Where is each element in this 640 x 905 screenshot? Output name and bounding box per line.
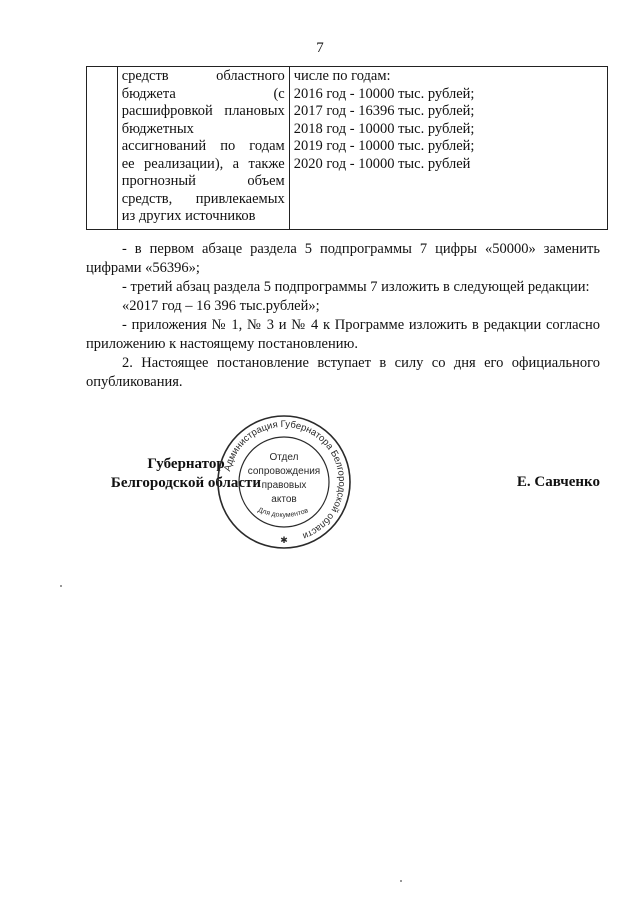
passport-table-continuation: [86, 66, 608, 230]
values-cell-line: 2020 год - 10000 тыс. рублей: [293, 155, 471, 172]
stamp-ring-text: Администрация Губернатора Белгородской области: [222, 418, 348, 542]
signatory-name: Е. Савченко: [516, 474, 600, 490]
values-cell-line: числе по годам:: [293, 68, 391, 84]
name-cell-line: бюджетных: [121, 120, 194, 137]
row-name-cell: [117, 67, 289, 230]
stamp-bottom-text: Для документов: [256, 506, 310, 520]
stamp-center-line: правовых: [261, 480, 307, 491]
stamp-center-line: Отдел: [269, 452, 299, 463]
name-cell-line: средств областного: [121, 68, 285, 84]
values-cell-line: 2017 год - 16396 тыс. рублей;: [293, 103, 475, 119]
name-cell-line: из других источников: [121, 208, 256, 224]
stamp-star-icon: ✱: [280, 535, 288, 545]
row-values-cell: [289, 67, 607, 230]
scan-speck: [400, 880, 402, 882]
amendment-paragraph: «2017 год – 16 396 тыс.рублей»;: [122, 298, 320, 314]
scan-speck: [60, 585, 62, 587]
values-cell-line: 2016 год - 10000 тыс. рублей;: [293, 85, 475, 102]
stamp-center-line: сопровождения: [247, 466, 321, 477]
name-cell-line: бюджета (с: [121, 85, 285, 102]
signatory-title-line: Губернатор: [147, 456, 225, 472]
stamp-seal: [214, 412, 354, 552]
amendment-paragraph: - приложения № 1, № 3 и № 4 к Программе изложить в редакции согласно приложению к настоящему постановлению.: [86, 317, 600, 352]
amendment-paragraph: - в первом абзаце раздела 5 подпрограммы 7 цифры «50000» заменить цифрами «56396»;: [86, 241, 600, 276]
name-cell-line: ассигнований по годам: [121, 138, 285, 154]
official-stamp: [214, 412, 354, 552]
row-number-cell: [87, 67, 118, 230]
table-row: [87, 67, 608, 230]
values-cell-line: 2019 год - 10000 тыс. рублей;: [293, 138, 475, 154]
name-cell-line: расшифровкой плановых: [121, 103, 285, 119]
name-cell-line: средств, привлекаемых: [121, 190, 285, 207]
values-cell-line: 2018 год - 10000 тыс. рублей;: [293, 120, 475, 137]
amendment-paragraph: - третий абзац раздела 5 подпрограммы 7 изложить в следующей редакции:: [122, 279, 590, 295]
enactment-paragraph: 2. Настоящее постановление вступает в силу со дня его официального опубликования.: [86, 355, 600, 390]
name-cell-line: прогнозный объем: [121, 173, 285, 189]
body-text: [86, 240, 600, 392]
page-number: 7: [316, 40, 324, 56]
name-cell-line: ее реализации), а также: [121, 155, 285, 172]
signatory-title-line: Белгородской области: [110, 475, 262, 491]
stamp-center-line: актов: [271, 494, 297, 505]
